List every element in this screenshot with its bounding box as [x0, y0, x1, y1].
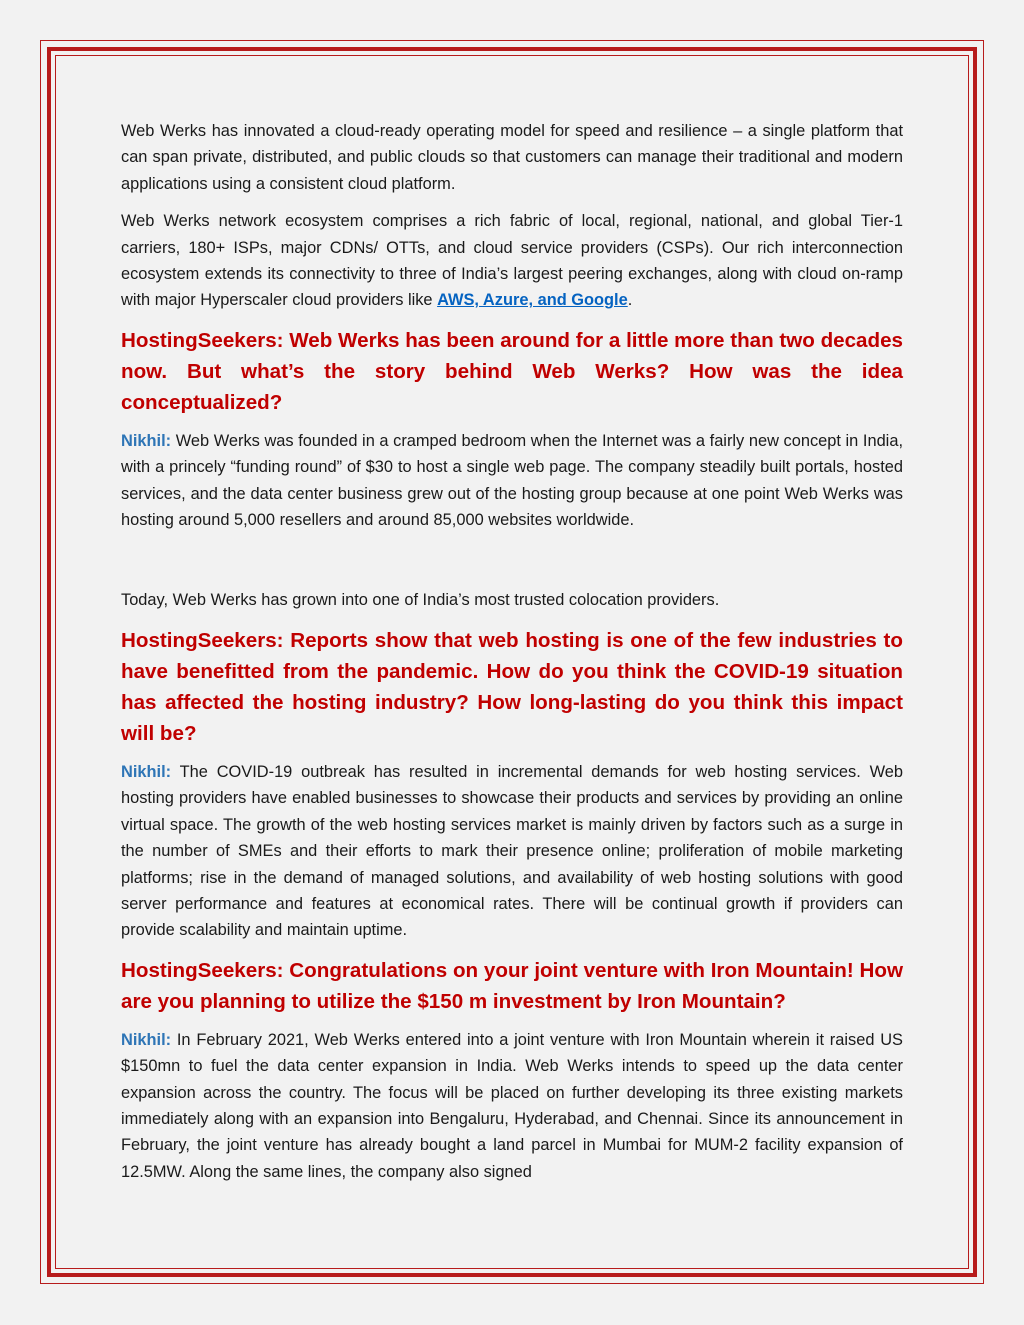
- answer-text: Web Werks was founded in a cramped bedroom when the Internet was a fairly new concept in India, with a princely “funding round” of $30 to host a single web page. The company steadily built portals, hosted services, and the data center business grew out of the hosting group because at one point Web Werks was hosting around 5,000 resellers and around 85,000 websites worldwide.: [121, 431, 903, 530]
- answer-text: The COVID-19 outbreak has resulted in incremental demands for web hosting services. Web hosting providers have enabled businesses to showcase their products and services by providing an online virtual space. The growth of the web hosting services market is mainly driven by factors such as a surge in the number of SMEs and their efforts to mark their presence online; proliferation of mobile marketing platforms; rise in the demand of managed solutions, and availability of web hosting solutions with good server performance and features at economical rates. There will be continual growth if providers can provide scalability and maintain uptime.: [121, 762, 903, 940]
- answer-text: In February 2021, Web Werks entered into a joint venture with Iron Mountain wherein it raised US $150mn to fuel the data center expansion in India. Web Werks intends to speed up the data center expansion across the country. The focus will be placed on further developing its three existing markets immediately along with an expansion into Bengaluru, Hyderabad, and Chennai. Since its announcement in February, the joint venture has already bought a land parcel in Mumbai for MUM-2 facility expansion of 12.5MW. Along the same lines, the company also signed: [121, 1030, 903, 1181]
- question-heading-1: HostingSeekers: Web Werks has been around for a little more than two decades now. But what’s the story behind Web Werks? How was the idea conceptualized?: [121, 328, 903, 414]
- answer-paragraph-3: [121, 1027, 903, 1185]
- network-paragraph: [121, 208, 903, 314]
- answer-paragraph-2: [121, 759, 903, 944]
- network-paragraph-text: Web Werks network ecosystem comprises a rich fabric of local, regional, national, and global Tier-1 carriers, 180+ ISPs, major CDNs/ OTTs, and cloud service providers (CSPs). Our rich interconnection ecosystem extends its connectivity to three of India’s largest peering exchanges, along with cloud on-ramp with major Hyperscaler cloud providers like: [121, 212, 903, 310]
- question-heading-3: HostingSeekers: Congratulations on your joint venture with Iron Mountain! How are you planning to utilize the $150 m investment by Iron Mountain?: [121, 958, 903, 1013]
- question-heading-2: HostingSeekers: Reports show that web hosting is one of the few industries to have benefitted from the pandemic. How do you think the COVID-19 situation has affected the hosting industry? How long-lasting do you think this impact will be?: [121, 628, 903, 745]
- speaker-label: Nikhil:: [121, 762, 172, 781]
- answer-paragraph-1: [121, 428, 903, 534]
- speaker-label: Nikhil:: [121, 1030, 172, 1049]
- spacer: [121, 544, 903, 587]
- network-paragraph-end: .: [627, 291, 633, 310]
- article-body: [121, 118, 903, 1196]
- speaker-label: Nikhil:: [121, 431, 172, 450]
- cloud-providers-link[interactable]: AWS, Azure, and Google: [437, 291, 628, 310]
- today-paragraph: Today, Web Werks has grown into one of India’s most trusted colocation providers.: [121, 591, 720, 610]
- intro-paragraph: Web Werks has innovated a cloud-ready operating model for speed and resilience – a single platform that can span private, distributed, and public clouds so that customers can manage their traditional and modern applications using a consistent cloud platform.: [121, 122, 903, 193]
